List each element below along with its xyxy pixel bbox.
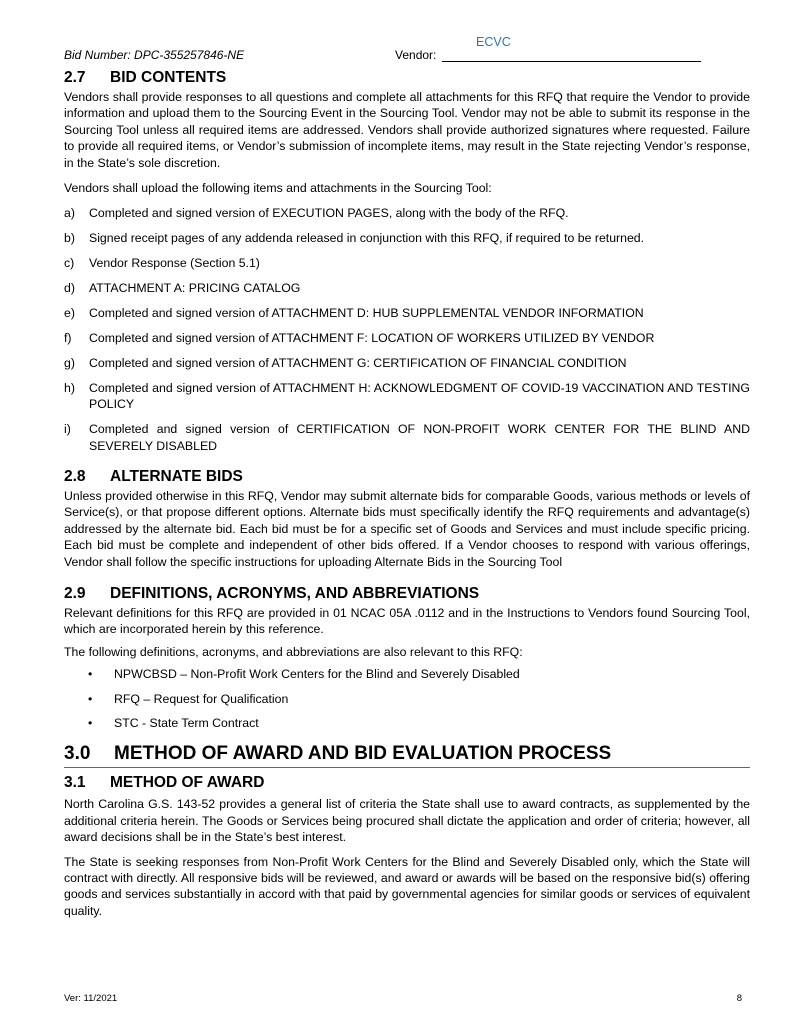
section-2-9-paragraph-1: Relevant definitions for this RFQ are provided in 01 NCAC 05A .0112 and in the Instructions to Vendors found Sourcing Tool, which are incorporated herein by this reference.	[64, 605, 750, 637]
section-2-8-heading: 2.8 ALTERNATE BIDS	[64, 467, 243, 485]
section-3-0-heading: 3.0 METHOD OF AWARD AND BID EVALUATION PROCESS	[64, 742, 750, 768]
section-2-7-paragraph-1: Vendors shall provide responses to all questions and complete all attachments for this RFQ that require the Vendor to provide information and upload them to the Sourcing Event in the Sourcing Tool. Vendor may not be able to submit its response in the Sourcing Tool unless all required items are addressed. Vendors shall provide authorized signatures where requested. Failure to provide all required items, or Vendor’s submission of incomplete items, may result in the State rejecting Vendor’s response, in the State’s sole discretion.	[64, 90, 750, 170]
document-body	[64, 64, 750, 919]
section-3-1-paragraph-1: North Carolina G.S. 143-52 provides a general list of criteria the State shall use to award contracts, as supplemented by the additional criteria herein. The Goods or Services being procured shall dictate the application and order of criteria; however, all award decisions shall be in the State’s best interest.	[64, 797, 750, 845]
list-item: c) Vendor Response (Section 5.1)	[64, 256, 260, 271]
section-3-1-paragraph-2: The State is seeking responses from Non-Profit Work Centers for the Blind and Severely Disabled only, which the State will contract with directly. All responsive bids will be reviewed, and award or awards will be based on the responsive bid(s) offering goods and services substantially in accord with that paid by governmental agencies for similar goods or services of equivalent quality.	[64, 854, 750, 918]
section-2-9-paragraph-2: The following definitions, acronyms, and abbreviations are also relevant to this RFQ:	[64, 644, 523, 659]
vendor-signature-line	[442, 61, 701, 62]
page-header	[64, 35, 750, 64]
definitions-list	[64, 666, 750, 731]
section-2-8-paragraph-1: Unless provided otherwise in this RFQ, Vendor may submit alternate bids for comparable Goods, various methods or levels of Service(s), or that propose different options. Alternate bids must specifically identify the RFQ requirements and advantage(s) addressed by the alternate bid. Each bid must be for a specific set of Goods and Services and must include specific pricing. Each bid must be complete and independent of other bids offered. If a Vendor chooses to respond with various offerings, Vendor shall follow the specific instructions for uploading Alternate Bids in the Sourcing Tool	[64, 488, 750, 569]
list-item: a) Completed and signed version of EXECUTION PAGES, along with the body of the RFQ.	[64, 206, 569, 221]
vendor-value: ECVC	[476, 35, 511, 49]
bid-contents-list	[64, 205, 750, 453]
list-item: e) Completed and signed version of ATTACHMENT D: HUB SUPPLEMENTAL VENDOR INFORMATION	[64, 306, 644, 321]
list-item: d) ATTACHMENT A: PRICING CATALOG	[64, 281, 301, 296]
list-item: h) Completed and signed version of ATTACHMENT H: ACKNOWLEDGMENT OF COVID-19 VACCINATION AND TESTING POLICY	[64, 380, 750, 412]
section-3-1-heading: 3.1 METHOD OF AWARD	[64, 774, 265, 792]
list-item: g) Completed and signed version of ATTACHMENT G: CERTIFICATION OF FINANCIAL CONDITION	[64, 355, 627, 370]
list-item: • NPWCBSD – Non-Profit Work Centers for the Blind and Severely Disabled	[88, 667, 520, 682]
page-number: 8	[736, 993, 742, 1004]
section-2-7-heading: 2.7 BID CONTENTS	[64, 69, 227, 86]
section-2-9-heading: 2.9 DEFINITIONS, ACRONYMS, AND ABBREVIATIONS	[64, 584, 480, 602]
list-item: f) Completed and signed version of ATTACHMENT F: LOCATION OF WORKERS UTILIZED BY VENDOR	[64, 330, 655, 345]
list-item: • RFQ – Request for Qualification	[88, 691, 289, 706]
section-2-7-paragraph-2: Vendors shall upload the following items and attachments in the Sourcing Tool:	[64, 181, 492, 196]
list-item: b) Signed receipt pages of any addenda released in conjunction with this RFQ, if required to be returned.	[64, 231, 645, 246]
list-item: • STC - State Term Contract	[88, 715, 259, 730]
version-label: Ver: 11/2021	[64, 993, 118, 1004]
bid-number: Bid Number: DPC-355257846-NE	[64, 48, 245, 62]
vendor-label: Vendor:	[395, 48, 437, 62]
list-item: i) Completed and signed version of CERTIFICATION OF NON-PROFIT WORK CENTER FOR THE BLIND AND SEVERELY DISABLED	[64, 422, 750, 453]
